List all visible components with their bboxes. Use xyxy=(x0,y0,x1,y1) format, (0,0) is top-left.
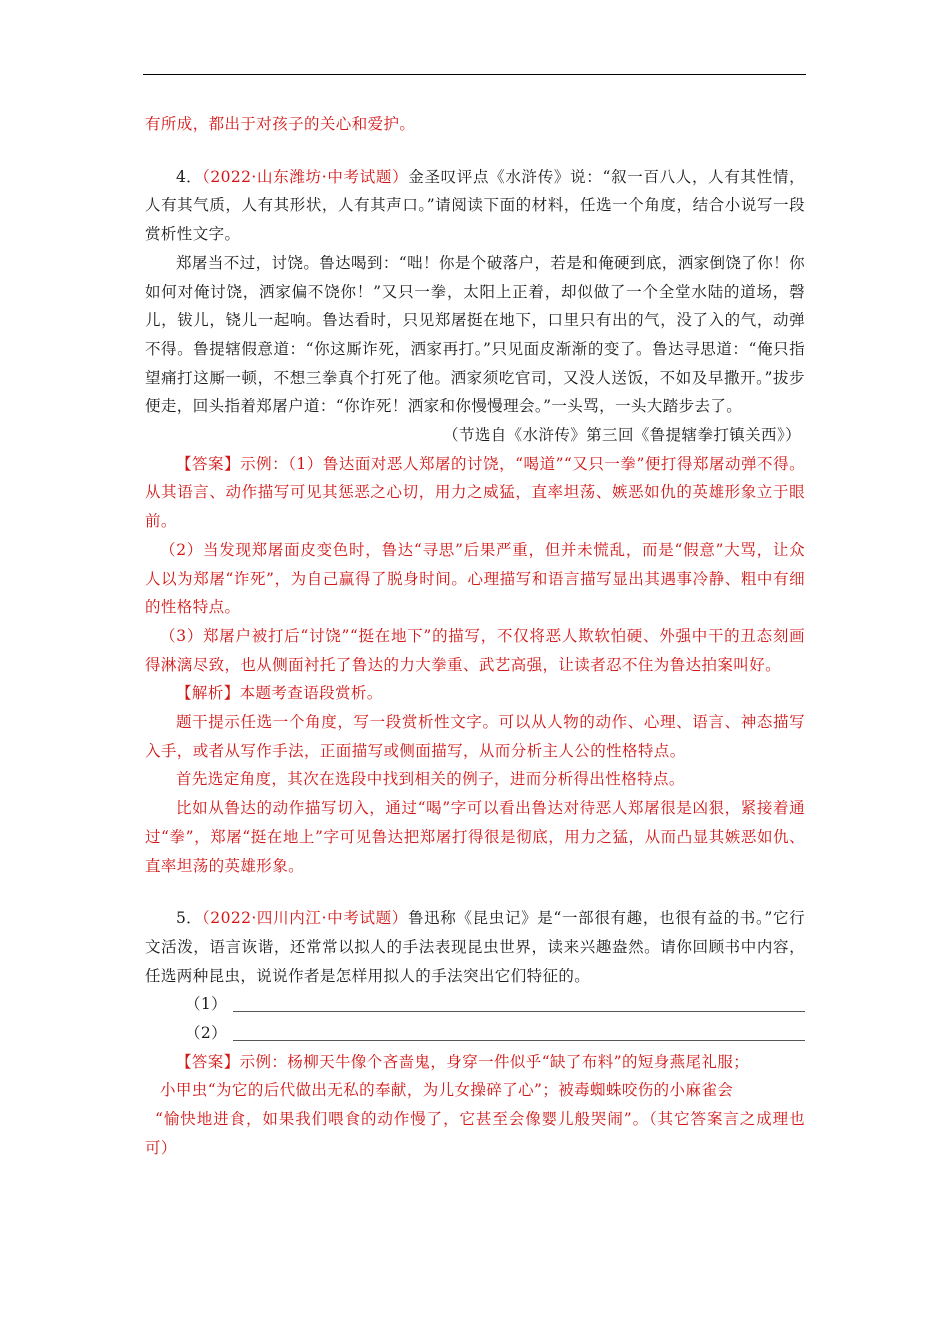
question-5-stem xyxy=(145,904,805,990)
question-4-number: 4． xyxy=(176,167,202,186)
question-5-answer-line-3: “愉快地进食，如果我们喂食的动作慢了，它甚至会像婴儿般哭闹”。（其它答案言之成理也可） xyxy=(145,1110,805,1157)
answer-blank-2[interactable] xyxy=(145,1019,805,1048)
question-5-answer-line-2: 小甲虫“为它的后代做出无私的奉献，为儿女操碎了心”；被毒蜘蛛咬伤的小麻雀会 xyxy=(160,1081,734,1100)
question-4-analysis-4: 比如从鲁达的动作描写切入，通过“喝”字可以看出鲁达对待恶人郑屠很是凶狠，紧接着通过“拳”，郑屠“挺在地上”字可见鲁达把郑屠打得很是彻底，用力之猛，从而凸显其嫉恶如仇、直率坦荡的英雄形象。 xyxy=(145,799,805,875)
answer-tag: 【答案】 xyxy=(176,454,241,473)
blank-underline-1 xyxy=(233,1011,805,1012)
question-4-analysis-3: 首先选定角度，其次在选段中找到相关的例子，进而分析得出性格特点。 xyxy=(176,770,685,789)
header-rule xyxy=(143,74,806,75)
question-5-answer-line-1: 【答案】示例：杨柳天牛像个吝啬鬼，身穿一件似乎“缺了布料”的短身燕尾礼服； xyxy=(176,1052,750,1071)
document-body xyxy=(145,110,805,1163)
spacer xyxy=(145,139,805,163)
answer-tag: 【答案】 xyxy=(176,1052,240,1071)
question-4-answer-2: （2）当发现郑屠面皮变色时，鲁达“寻思”后果严重，但并未慌乱，而是“假意”大骂，让众人以为郑屠“诈死”，为自己赢得了脱身时间。心理描写和语言描写显出其遇事冷静、粗中有细的性格特点。 xyxy=(145,540,805,617)
question-5-source: （2022·四川内江·中考试题） xyxy=(201,909,408,928)
blank-label-1: （1） xyxy=(185,995,228,1014)
question-5-number: 5． xyxy=(176,909,202,928)
question-4-citation: （节选自《水浒传》第三回《鲁提辖拳打镇关西》） xyxy=(443,426,801,445)
previous-answer-tail: 有所成，都出于对孩子的关心和爱护。 xyxy=(145,115,416,133)
question-5-text: 鲁迅称《昆虫记》是“一部很有趣，也很有益的书。”它行文活泼，语言诙谐，还常常以拟人的手法表现昆虫世界，读来兴趣盎然。请你回顾书中内容，任选两种昆虫，说说作者是怎样用拟人的手法突出它们特征的。 xyxy=(145,909,806,985)
question-4-analysis-2: 题干提示任选一个角度，写一段赏析性文字。可以从人物的动作、心理、语言、神态描写入手，或者从写作手法，正面描写或侧面描写，从而分析主人公的性格特点。 xyxy=(145,713,805,760)
blank-underline-2 xyxy=(233,1040,805,1041)
blank-label-2: （2） xyxy=(185,1024,228,1043)
question-4-analysis-1: 【解析】本题考查语段赏析。 xyxy=(176,684,383,703)
answer-blank-1[interactable] xyxy=(145,990,805,1019)
question-4-stem xyxy=(145,163,805,249)
spacer xyxy=(145,880,805,904)
question-4-text: 金圣叹评点《水浒传》说：“叙一百八人，人有其性情，人有其气质，人有其形状，人有其声口。”请阅读下面的材料，任选一个角度，结合小说写一段赏析性文字。 xyxy=(145,167,805,244)
question-4-source: （2022·山东潍坊·中考试题） xyxy=(201,167,409,186)
question-4-answer-3: （3）郑屠户被打后“讨饶”“挺在地下”的描写，不仅将恶人欺软怕硬、外强中干的丑态刻画得淋漓尽致，也从侧面衬托了鲁达的力大拳重、武艺高强，让读者忍不住为鲁达拍案叫好。 xyxy=(145,626,805,674)
analysis-tag: 【解析】 xyxy=(176,684,240,703)
question-4-answer-1: 【答案】示例：（1）鲁达面对恶人郑屠的讨饶，“喝道”“又只一拳”便打得郑屠动弹不得。从其语言、动作描写可见其惩恶之心切，用力之威猛，直率坦荡、嫉恶如仇的英雄形象立于眼前。 xyxy=(145,454,805,531)
question-4-passage: 郑屠当不过，讨饶。鲁达喝到：“咄！你是个破落户，若是和俺硬到底，洒家倒饶了你！你如何对俺讨饶，洒家偏不饶你！”又只一拳，太阳上正着，却似做了一个全堂水陆的道场，磬儿，钹儿，铙儿一起响。鲁达看时，只见郑屠挺在地下，口里只有出的气，没了入的气，动弹不得。鲁提辖假意道：“你这厮诈死，洒家再打。”只见面皮渐渐的变了。鲁达寻思道：“俺只指望痛打这厮一顿，不想三拳真个打死了他。洒家须吃官司，又没人送饭，不如及早撒开。”拔步便走，回头指着郑屠户道：“你诈死！洒家和你慢慢理会。”一头骂，一头大踏步去了。 xyxy=(145,253,805,416)
